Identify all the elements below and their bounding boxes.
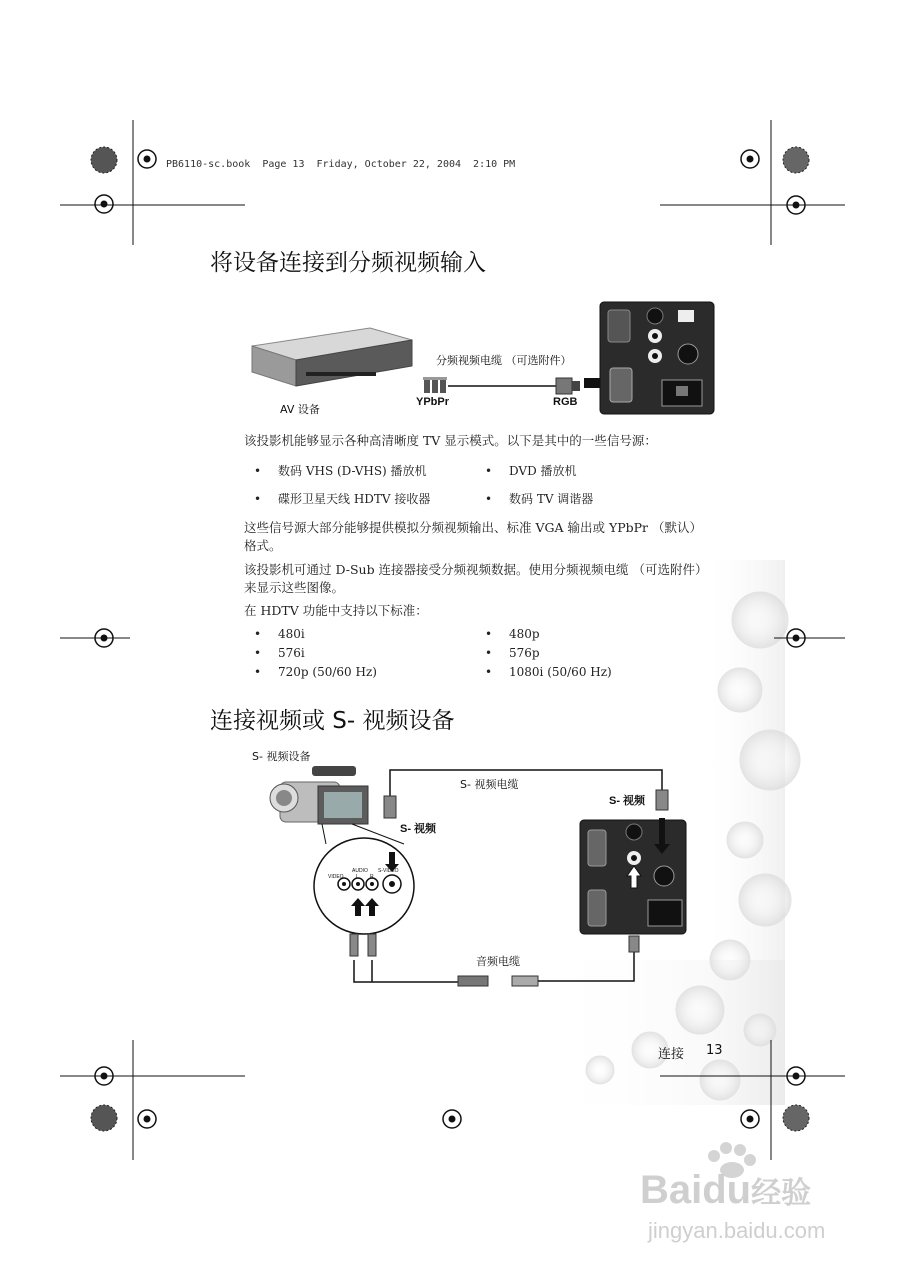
rgb-label: RGB [553, 396, 578, 408]
book-header-info: PB6110-sc.book Page 13 Friday, October 22, 2004 2:10 PM [166, 159, 516, 170]
list-item: • 576i [254, 646, 305, 660]
av-device-illustration [252, 328, 412, 386]
audio-cable-label: 音频电缆 [476, 955, 520, 968]
watermark-url: jingyan.baidu.com [648, 1218, 826, 1243]
ypbpr-label: YPbPr [416, 396, 450, 408]
list-item: • 720p (50/60 Hz) [254, 665, 377, 679]
format-paragraph: 这些信号源大部分能够提供模拟分频视频输出、标准 VGA 输出或 YPbPr （默认）格式。 [244, 520, 702, 553]
port-r-label: R [370, 874, 374, 880]
port-svideo-label: S-VIDEO [378, 868, 399, 874]
port-l-label: L [356, 874, 359, 880]
svideo-right-label: S- 视频 [609, 795, 646, 807]
list-item: • 碟形卫星天线 HDTV 接收器 [254, 492, 431, 506]
component-cable [423, 377, 580, 394]
camcorder-illustration [270, 766, 368, 824]
list-item: • 数码 VHS (D-VHS) 播放机 [254, 464, 427, 478]
list-item: • 480p [485, 627, 540, 641]
svideo-device-label: S- 视频设备 [252, 750, 311, 763]
section2-title: 连接视频或 S- 视频设备 [210, 708, 455, 734]
hdtv-paragraph: 在 HDTV 功能中支持以下标准： [244, 603, 428, 618]
watermark-logo: Baidu经验 [640, 1168, 812, 1212]
av-device-label: AV 设备 [280, 403, 320, 416]
port-audio-label: AUDIO [352, 868, 368, 874]
list-item: • DVD 播放机 [485, 464, 577, 478]
list-item: • 数码 TV 调谐器 [485, 492, 594, 506]
svideo-left-label: S- 视频 [400, 823, 437, 835]
list-item: • 576p [485, 646, 540, 660]
list-item: • 480i [254, 627, 305, 641]
projector-rear-panel [600, 302, 714, 414]
intro-paragraph: 该投影机能够显示各种高清晰度 TV 显示模式。以下是其中的一些信号源： [244, 433, 657, 448]
dsub-paragraph: 该投影机可通过 D-Sub 连接器接受分频视频数据。使用分频视频电缆 （可选附件）来显示这些图像。 [244, 562, 708, 595]
section1-title: 将设备连接到分频视频输入 [210, 250, 486, 276]
audio-cable [354, 960, 462, 982]
footer-section: 连接 [658, 1047, 685, 1062]
port-video-label: VIDEO [328, 874, 344, 880]
list-item: • 1080i (50/60 Hz) [485, 665, 612, 679]
component-cable-label: 分频视频电缆 （可选附件） [436, 354, 572, 367]
page-number: 13 [706, 1043, 723, 1058]
svideo-cable-label: S- 视频电缆 [460, 778, 519, 791]
